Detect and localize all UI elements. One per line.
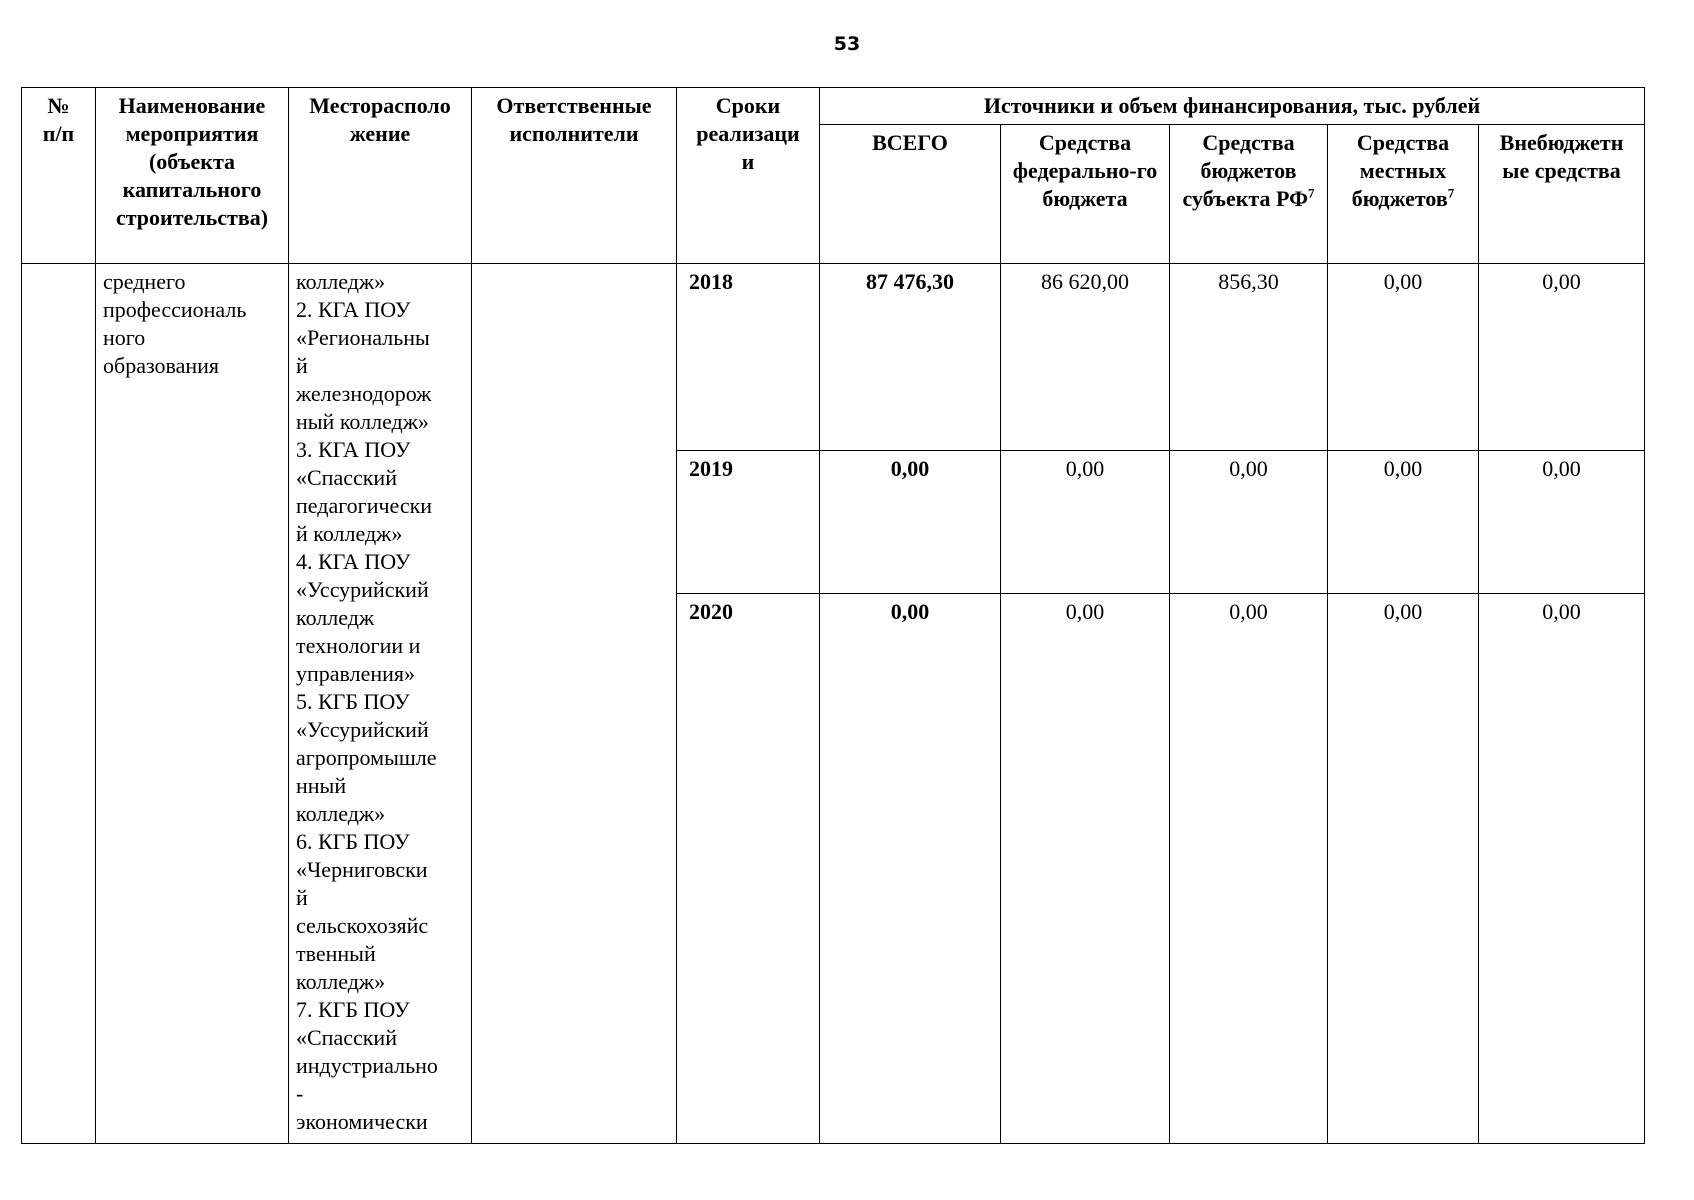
header-local-label: Средства местных бюджетов bbox=[1351, 130, 1450, 211]
header-regional-label: Средства бюджетов субъекта РФ bbox=[1182, 130, 1308, 211]
cell-local: 0,00 bbox=[1328, 594, 1479, 1144]
footnote-marker: 7 bbox=[1307, 185, 1315, 201]
cell-federal: 0,00 bbox=[1001, 594, 1170, 1144]
cell-regional: 0,00 bbox=[1170, 451, 1328, 594]
cell-year: 2020 bbox=[677, 594, 820, 1144]
funding-table bbox=[21, 87, 1645, 1144]
cell-year: 2018 bbox=[677, 264, 820, 451]
header-federal: Средства федерально-го бюджета bbox=[1001, 125, 1170, 264]
page-number: 53 bbox=[833, 33, 861, 55]
cell-local: 0,00 bbox=[1328, 264, 1479, 451]
cell-name: среднего профессиональ ного образования bbox=[96, 264, 289, 1144]
header-row bbox=[22, 88, 1645, 125]
cell-num bbox=[22, 264, 96, 1144]
header-local bbox=[1328, 125, 1479, 264]
header-extra: Внебюджетн ые средства bbox=[1479, 125, 1645, 264]
table-row-2018 bbox=[22, 264, 1645, 451]
cell-extra: 0,00 bbox=[1479, 451, 1645, 594]
cell-total: 0,00 bbox=[820, 451, 1001, 594]
header-regional bbox=[1170, 125, 1328, 264]
header-total: ВСЕГО bbox=[820, 125, 1001, 264]
cell-total: 87 476,30 bbox=[820, 264, 1001, 451]
header-funding-group: Источники и объем финансирования, тыс. рублей bbox=[820, 88, 1645, 125]
cell-local: 0,00 bbox=[1328, 451, 1479, 594]
header-name: Наименование мероприятия (объекта капитального строительства) bbox=[96, 88, 289, 264]
header-location: Месторасполо жение bbox=[289, 88, 472, 264]
footnote-marker: 7 bbox=[1447, 185, 1455, 201]
cell-executors bbox=[472, 264, 677, 1144]
header-num: № п/п bbox=[22, 88, 96, 264]
cell-federal: 86 620,00 bbox=[1001, 264, 1170, 451]
header-executors: Ответственные исполнители bbox=[472, 88, 677, 264]
cell-extra: 0,00 bbox=[1479, 594, 1645, 1144]
cell-regional: 0,00 bbox=[1170, 594, 1328, 1144]
header-period: Сроки реализаци и bbox=[677, 88, 820, 264]
cell-total: 0,00 bbox=[820, 594, 1001, 1144]
cell-regional: 856,30 bbox=[1170, 264, 1328, 451]
cell-federal: 0,00 bbox=[1001, 451, 1170, 594]
cell-location: колледж» 2. КГА ПОУ «Региональны й железнодорож ный колледж» 3. КГА ПОУ «Спасский педагогически й колледж» 4. КГА ПОУ «Уссурийский колледж технологии и управления» 5. КГБ ПОУ «Уссурийский агропромышле нный колледж» 6. КГБ ПОУ «Черниговски й сельскохозяйс твенный колледж» 7. КГБ ПОУ «Спасский индустриально - экономически bbox=[289, 264, 472, 1144]
cell-extra: 0,00 bbox=[1479, 264, 1645, 451]
cell-year: 2019 bbox=[677, 451, 820, 594]
